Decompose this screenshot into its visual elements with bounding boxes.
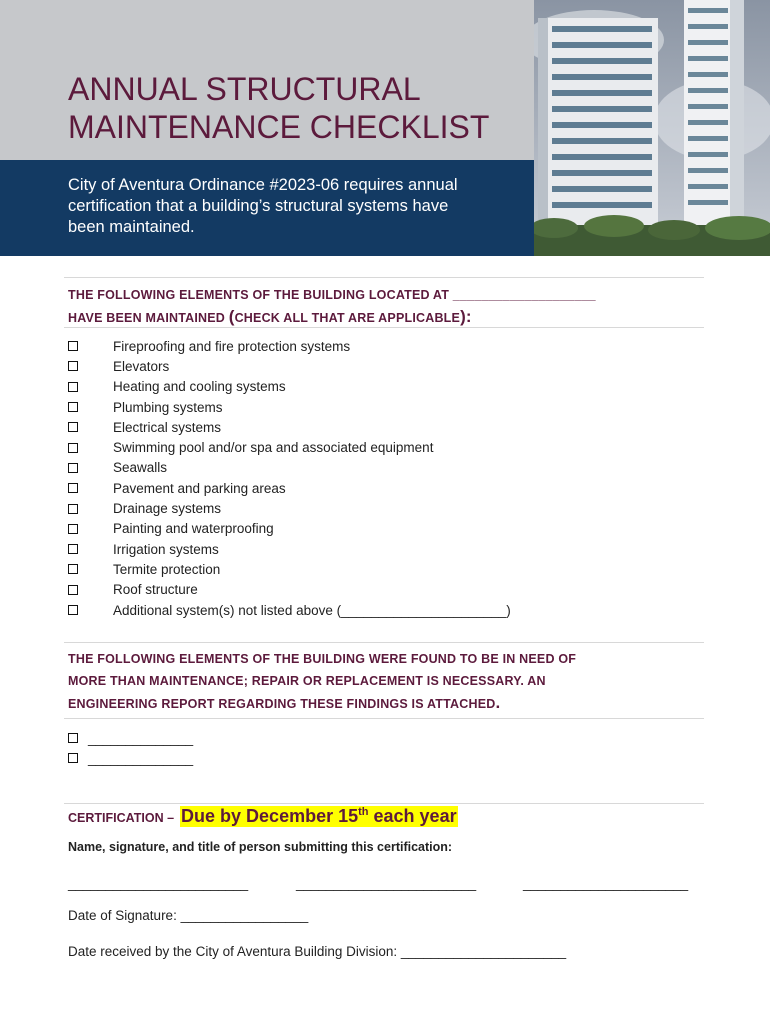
checklist-item-label: Seawalls xyxy=(113,460,168,476)
checklist-item xyxy=(68,580,511,600)
intro-line-2: certification that a building’s structural systems have xyxy=(68,197,449,215)
repair-item-blank[interactable]: ______________ xyxy=(88,750,194,766)
divider-section1 xyxy=(64,327,704,328)
checklist-item xyxy=(68,478,511,498)
checklist-item-label: Additional system(s) not listed above (______________________) xyxy=(113,602,511,618)
checklist-item-label: Roof structure xyxy=(113,582,198,598)
checkbox[interactable] xyxy=(68,463,78,473)
signature-blank[interactable]: ________________________ xyxy=(296,876,477,891)
checkbox[interactable] xyxy=(68,382,78,392)
checkbox[interactable] xyxy=(68,341,78,351)
checklist-item xyxy=(68,600,511,620)
checkbox[interactable] xyxy=(68,605,78,615)
section2-line-2: MORE THAN MAINTENANCE; REPAIR OR REPLACEMENT IS NECESSARY. AN xyxy=(68,674,546,688)
submitter-instructions: Name, signature, and title of person submitting this certification: xyxy=(68,840,453,854)
checkbox[interactable] xyxy=(68,483,78,493)
divider-section2-bottom xyxy=(64,718,704,719)
checkbox[interactable] xyxy=(68,361,78,371)
checklist-item xyxy=(68,559,511,579)
divider-top xyxy=(64,277,704,278)
checklist-item xyxy=(68,498,511,518)
section2-line-3: ENGINEERING REPORT REGARDING THESE FINDINGS IS ATTACHED. xyxy=(68,693,501,712)
checkbox[interactable] xyxy=(68,422,78,432)
section2-line-1: THE FOLLOWING ELEMENTS OF THE BUILDING WERE FOUND TO BE IN NEED OF xyxy=(68,652,577,666)
checklist-item-label: Heating and cooling systems xyxy=(113,379,286,395)
divider-certification xyxy=(64,803,704,804)
checkbox[interactable] xyxy=(68,585,78,595)
checklist-item-label: Irrigation systems xyxy=(113,541,219,557)
name-blank[interactable]: ________________________ xyxy=(68,876,249,891)
title-line-1: ANNUAL STRUCTURAL xyxy=(68,71,421,107)
checklist-item xyxy=(68,458,511,478)
checklist-item-label: Elevators xyxy=(113,358,170,374)
checklist-item-label: Fireproofing and fire protection systems xyxy=(113,338,351,354)
section1-heading xyxy=(68,284,596,329)
checkbox[interactable] xyxy=(68,443,78,453)
checklist-item-label: Plumbing systems xyxy=(113,399,223,415)
checklist-item-label: Electrical systems xyxy=(113,419,222,435)
checklist-item xyxy=(68,336,511,356)
checklist-item xyxy=(68,539,511,559)
certification-label: CERTIFICATION – xyxy=(68,811,175,825)
intro-line-1: City of Aventura Ordinance #2023-06 requires annual xyxy=(68,176,458,194)
checklist-item xyxy=(68,519,511,539)
title-blank[interactable]: ______________________ xyxy=(523,876,689,891)
title-line-2: MAINTENANCE CHECKLIST xyxy=(68,109,490,145)
checkbox[interactable] xyxy=(68,564,78,574)
checkbox[interactable] xyxy=(68,402,78,412)
checkbox[interactable] xyxy=(68,524,78,534)
date-of-signature-field[interactable]: Date of Signature: _________________ xyxy=(68,908,309,923)
section1-line-1: THE FOLLOWING ELEMENTS OF THE BUILDING LOCATED AT ____________________ xyxy=(68,288,596,302)
checklist-item-label: Termite protection xyxy=(113,561,221,577)
checklist-item-label: Drainage systems xyxy=(113,501,222,517)
checklist-item-label: Swimming pool and/or spa and associated equipment xyxy=(113,440,434,456)
intro-line-3: been maintained. xyxy=(68,218,195,236)
section1-line-2: HAVE BEEN MAINTAINED (CHECK ALL THAT ARE APPLICABLE): xyxy=(68,307,472,326)
repair-item xyxy=(68,728,193,748)
checkbox[interactable] xyxy=(68,544,78,554)
repair-needed-list xyxy=(68,728,193,768)
checklist-item xyxy=(68,397,511,417)
intro-text xyxy=(68,175,508,238)
page-title xyxy=(68,70,528,146)
checklist-item-label: Pavement and parking areas xyxy=(113,480,286,496)
checklist-item xyxy=(68,356,511,376)
building-photo xyxy=(534,0,770,256)
checklist-item xyxy=(68,417,511,437)
checklist-item-label: Painting and waterproofing xyxy=(113,521,274,537)
checklist-item xyxy=(68,437,511,457)
checkbox[interactable] xyxy=(68,753,78,763)
maintenance-checklist xyxy=(68,336,511,620)
divider-section2-top xyxy=(64,642,704,643)
checklist-item xyxy=(68,377,511,397)
date-received-field[interactable]: Date received by the City of Aventura Building Division: ______________________ xyxy=(68,944,567,959)
checkbox[interactable] xyxy=(68,733,78,743)
section2-heading xyxy=(68,648,576,715)
repair-item xyxy=(68,748,193,768)
repair-item-blank[interactable]: ______________ xyxy=(88,730,194,746)
certification-heading xyxy=(68,806,458,827)
certification-due-date: Due by December 15th each year xyxy=(181,806,457,826)
checkbox[interactable] xyxy=(68,504,78,514)
